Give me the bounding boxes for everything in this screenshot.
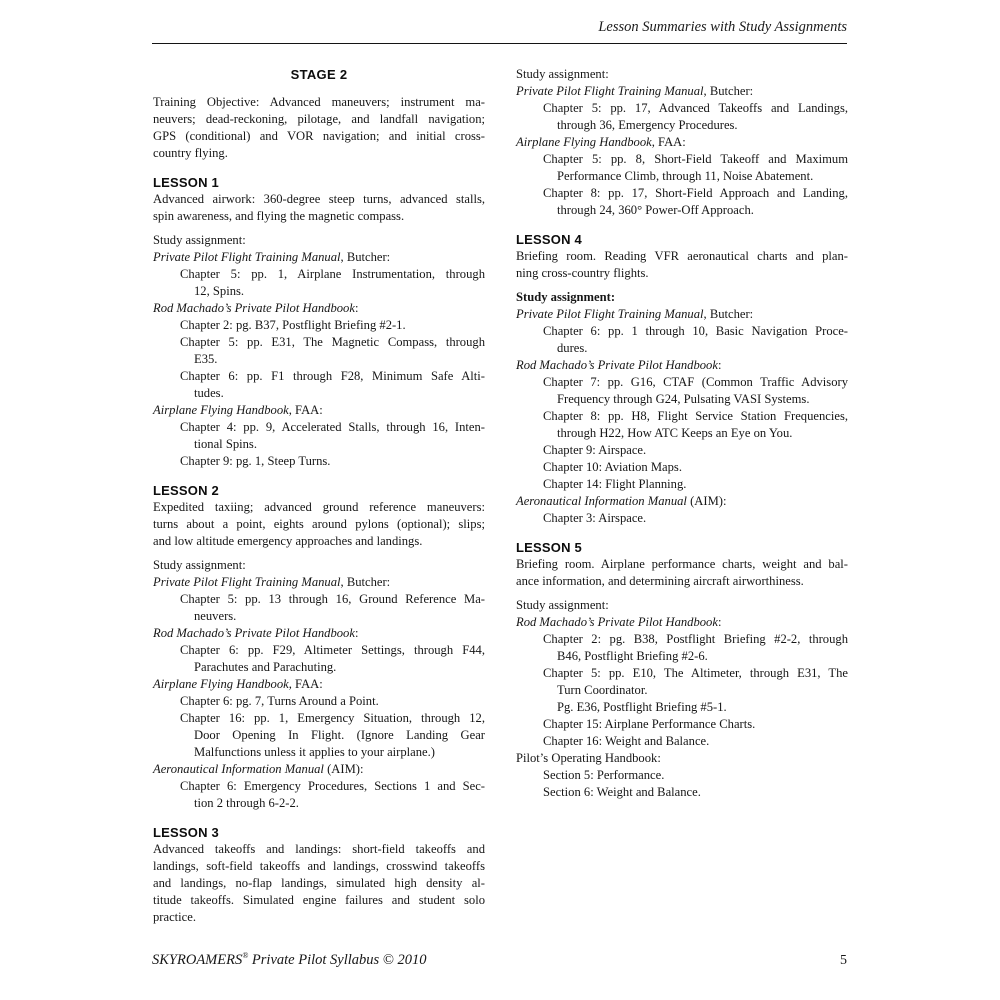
book-title-text: Rod Machado’s Private Pilot Handbook — [516, 615, 718, 629]
book-title — [153, 300, 485, 317]
book-title-text: Airplane Flying Handbook, — [153, 677, 292, 691]
chapter-entry-line: Parachutes and Parachuting. — [194, 660, 337, 674]
chapter-entry-line: Chapter 16: Weight and Balance. — [543, 734, 710, 748]
book-title-text: Rod Machado’s Private Pilot Handbook — [516, 358, 718, 372]
study-assignment-label: Study assignment: — [516, 598, 609, 612]
chapter-entry-line: Chapter 15: Airplane Performance Charts. — [543, 717, 756, 731]
chapter-entry-line: Chapter 9: Airspace. — [543, 443, 647, 457]
chapter-entry-line: through 24, 360° Power-Off Approach. — [557, 203, 754, 217]
book-title-text: Aeronautical Information Manual — [153, 762, 324, 776]
chapter-entry-line: Chapter 6: pp. F1 through F28, Minimum Safe Alti- — [180, 369, 485, 383]
footer-brand: SKYROAMERS — [152, 951, 243, 968]
chapter-entry-line: Chapter 6: pp. F29, Altimeter Settings, through F44, — [180, 643, 485, 657]
paragraph-line: ning cross-country flights. — [516, 266, 649, 280]
paragraph-line: Expedited taxiing; advanced ground reference maneuvers: — [153, 500, 485, 514]
book-title — [516, 306, 848, 323]
column-right — [516, 66, 848, 926]
lesson-heading: LESSON 4 — [516, 232, 582, 247]
chapter-entry-line: Chapter 8: pp. H8, Flight Service Station Frequencies, — [543, 409, 848, 423]
chapter-entry-line: neuvers. — [194, 609, 237, 623]
book-title — [516, 493, 848, 510]
lesson-heading: LESSON 5 — [516, 540, 582, 555]
chapter-entry-line: Chapter 14: Flight Planning. — [543, 477, 687, 491]
chapter-entry-line: through H22, How ATC Keeps an Eye on You. — [557, 426, 793, 440]
chapter-entry-line: tudes. — [194, 386, 224, 400]
chapter-entry-line: E35. — [194, 352, 218, 366]
chapter-entry-line: Chapter 2: pg. B37, Postflight Briefing #2-1. — [180, 318, 406, 332]
book-title-suffix: , FAA: — [288, 403, 323, 417]
chapter-entry-line: through 36, Emergency Procedures. — [557, 118, 738, 132]
chapter-entry-line: Door Opening In Flight. (Ignore Landing Gear — [194, 728, 485, 742]
running-header — [152, 19, 847, 36]
paragraph-line: practice. — [153, 910, 196, 924]
lesson-heading: LESSON 1 — [153, 175, 219, 190]
paragraph-line: ance information, and determining aircraft airworthiness. — [516, 574, 804, 588]
book-title — [516, 134, 848, 151]
chapter-entry-line: Chapter 5: pp. E10, The Altimeter, through E31, The — [543, 666, 848, 680]
page-footer — [152, 947, 847, 970]
book-title-suffix: , Butcher: — [703, 84, 754, 98]
book-title — [153, 249, 485, 266]
chapter-entry-line: Chapter 16: pp. 1, Emergency Situation, through 12, — [180, 711, 485, 725]
chapter-entry-line: Frequency through G24, Pulsating VASI Systems. — [557, 392, 810, 406]
chapter-entry-line: Chapter 5: pp. 13 through 16, Ground Reference Ma- — [180, 592, 485, 606]
chapter-entry-line: Chapter 6: pg. 7, Turns Around a Point. — [180, 694, 379, 708]
chapter-entry-line: Chapter 6: Emergency Procedures, Sections 1 and Sec- — [180, 779, 485, 793]
book-title — [153, 676, 485, 693]
book-title-suffix: , FAA: — [651, 135, 686, 149]
book-title-text: Airplane Flying Handbook — [516, 135, 652, 149]
page-number: 5 — [840, 952, 847, 968]
book-title-suffix: (AIM): — [686, 494, 727, 508]
book-title — [516, 83, 848, 100]
book-title — [153, 761, 485, 778]
lesson-heading: LESSON 2 — [153, 483, 219, 498]
book-title-suffix: : — [717, 615, 722, 629]
chapter-entry-line: Chapter 5: pp. E31, The Magnetic Compass, through — [180, 335, 485, 349]
book-title — [516, 614, 848, 631]
book-title-suffix: : — [354, 626, 359, 640]
chapter-entry-line: Chapter 6: pp. 1 through 10, Basic Navigation Proce- — [543, 324, 848, 338]
lesson-heading: LESSON 3 — [153, 825, 219, 840]
paragraph-line: Advanced takeoffs and landings: short-field takeoffs and — [153, 842, 485, 856]
page-content — [153, 66, 848, 926]
chapter-entry-line: Chapter 7: pp. G16, CTAF (Common Traffic Advisory — [543, 375, 848, 389]
header-rule — [152, 43, 847, 44]
paragraph-line: neuvers; dead-reckoning, pilotage, and landfall navigation; — [153, 112, 485, 126]
chapter-entry-line: B46, Postflight Briefing #2-6. — [557, 649, 708, 663]
column-left — [153, 66, 485, 926]
chapter-entry-line: Section 6: Weight and Balance. — [543, 785, 701, 799]
chapter-entry-line: Chapter 5: pp. 1, Airplane Instrumentation, through — [180, 267, 485, 281]
chapter-entry-line: Section 5: Performance. — [543, 768, 665, 782]
book-title — [153, 625, 485, 642]
chapter-entry-line: Chapter 8: pp. 17, Short-Field Approach and Landing, — [543, 186, 848, 200]
book-title-text: Private Pilot Flight Training Manual — [153, 250, 341, 264]
chapter-entry-line: Chapter 5: pp. 17, Advanced Takeoffs and Landings, — [543, 101, 848, 115]
book-title — [516, 357, 848, 374]
paragraph-line: Briefing room. Reading VFR aeronautical charts and plan- — [516, 249, 848, 263]
paragraph-line: titude takeoffs. Simulated engine failures and student solo — [153, 893, 485, 907]
paragraph-line: and low altitude emergency approaches and landings. — [153, 534, 423, 548]
book-title-text: Rod Machado’s Private Pilot Handbook — [153, 301, 355, 315]
footer-imprint — [152, 947, 426, 969]
chapter-entry-line: Malfunctions unless it applies to your airplane.) — [194, 745, 435, 759]
paragraph-line: turns about a point, eights around pylons (optional); slips; — [153, 517, 485, 531]
book-title — [516, 750, 848, 767]
study-assignment-label: Study assignment: — [516, 290, 616, 304]
book-title-suffix: : — [717, 358, 722, 372]
paragraph-line: and landings, no-flap landings, simulated high density al- — [153, 876, 485, 890]
study-assignment-label: Study assignment: — [153, 233, 246, 247]
paragraph-line: landings, soft-field takeoffs and landings, crosswind takeoffs — [153, 859, 485, 873]
book-title — [153, 574, 485, 591]
paragraph-line: GPS (conditional) and VOR navigation; and initial cross- — [153, 129, 485, 143]
chapter-entry-line: Chapter 2: pg. B38, Postflight Briefing #2-2, through — [543, 632, 848, 646]
study-assignment-label: Study assignment: — [516, 67, 609, 81]
book-title-text: Private Pilot Flight Training Manual — [516, 307, 704, 321]
chapter-entry-line: Chapter 10: Aviation Maps. — [543, 460, 682, 474]
book-title-suffix: , Butcher: — [703, 307, 754, 321]
book-title — [153, 402, 485, 419]
book-title-text: Rod Machado’s Private Pilot Handbook — [153, 626, 355, 640]
study-assignment-label: Study assignment: — [153, 558, 246, 572]
chapter-entry-line: Chapter 9: pg. 1, Steep Turns. — [180, 454, 331, 468]
chapter-entry-line: tional Spins. — [194, 437, 257, 451]
book-title-text: Airplane Flying Handbook — [153, 403, 289, 417]
chapter-entry-line: Chapter 4: pp. 9, Accelerated Stalls, through 16, Inten- — [180, 420, 485, 434]
book-title-suffix: , Butcher: — [340, 575, 391, 589]
chapter-entry-line: Performance Climb, through 11, Noise Abatement. — [557, 169, 814, 183]
book-title-suffix: (AIM): — [323, 762, 364, 776]
stage-heading: STAGE 2 — [290, 67, 348, 82]
book-title-suffix: FAA: — [291, 677, 323, 691]
registered-trademark-symbol: ® — [242, 951, 249, 960]
chapter-entry-line: tion 2 through 6-2-2. — [194, 796, 299, 810]
paragraph-line: spin awareness, and flying the magnetic compass. — [153, 209, 405, 223]
chapter-entry-line: Chapter 5: pp. 8, Short-Field Takeoff and Maximum — [543, 152, 848, 166]
chapter-entry-line: 12, Spins. — [194, 284, 245, 298]
chapter-entry-line: Turn Coordinator. — [557, 683, 648, 697]
book-title-text: Private Pilot Flight Training Manual — [516, 84, 704, 98]
running-header-title: Lesson Summaries with Study Assignments — [598, 19, 847, 35]
paragraph-line: Advanced airwork: 360-degree steep turns, advanced stalls, — [153, 192, 485, 206]
paragraph-line: country flying. — [153, 146, 228, 160]
book-title-text: Pilot’s Operating Handbook: — [516, 751, 661, 765]
paragraph-line: Briefing room. Airplane performance charts, weight and bal- — [516, 557, 848, 571]
book-title-suffix: : — [354, 301, 359, 315]
footer-imprint-rest: Private Pilot Syllabus © 2010 — [248, 951, 427, 968]
chapter-entry-line: Pg. E36, Postflight Briefing #5-1. — [557, 700, 727, 714]
book-title-text: Private Pilot Flight Training Manual — [153, 575, 341, 589]
chapter-entry-line: dures. — [557, 341, 588, 355]
paragraph-line: Training Objective: Advanced maneuvers; instrument ma- — [153, 95, 485, 109]
chapter-entry-line: Chapter 3: Airspace. — [543, 511, 647, 525]
book-title-suffix: , Butcher: — [340, 250, 391, 264]
book-title-text: Aeronautical Information Manual — [516, 494, 687, 508]
